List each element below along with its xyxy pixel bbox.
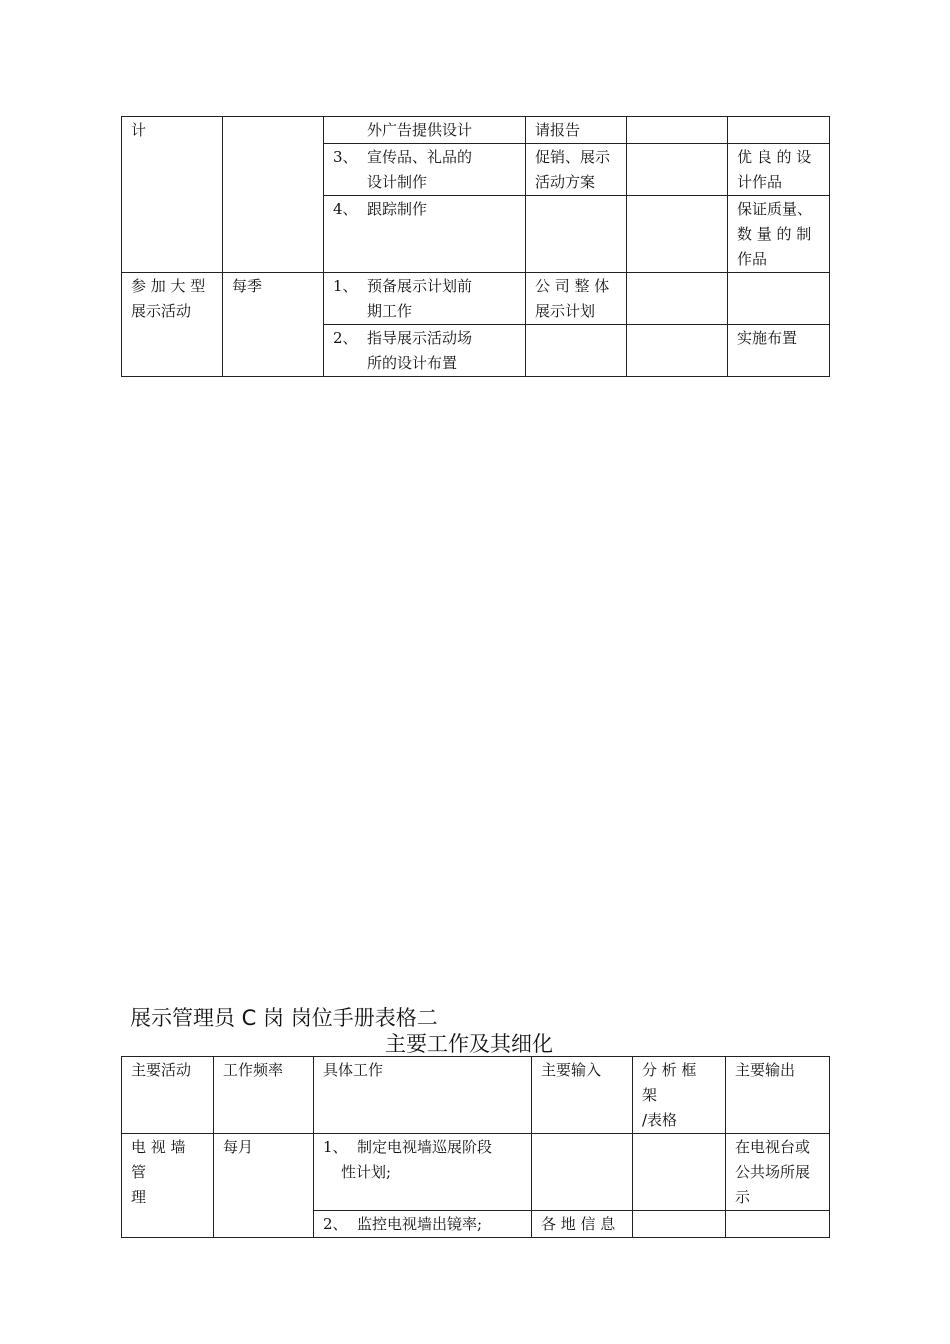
- output-text: 公共场所展: [735, 1163, 811, 1181]
- header-input: 主要输入: [532, 1057, 633, 1134]
- work-text: 宣传品、礼品的: [367, 148, 473, 166]
- table-row: [122, 1134, 830, 1211]
- table-row: [122, 273, 830, 325]
- header-output: 主要输出: [726, 1057, 830, 1134]
- work-cell: [314, 1134, 532, 1211]
- input-text: 促销、展示: [535, 148, 611, 166]
- frequency-text: 每季: [232, 277, 263, 295]
- input-cell: [526, 117, 627, 144]
- item-number: 4、: [333, 200, 358, 218]
- header-frequency: 工作频率: [214, 1057, 314, 1134]
- activity-cell: [122, 273, 223, 377]
- work-text: 期工作: [367, 302, 413, 320]
- framework-cell: [627, 117, 728, 144]
- output-text: 保证质量、: [737, 200, 813, 218]
- work-cell: [324, 325, 526, 377]
- output-cell: [728, 196, 830, 273]
- output-cell: [728, 117, 830, 144]
- activity-text: 计: [131, 121, 147, 139]
- header-framework: [633, 1057, 726, 1134]
- work-text: 设计制作: [367, 173, 428, 191]
- input-cell: [526, 196, 627, 273]
- activity-cell: [122, 1134, 214, 1238]
- output-cell: [728, 325, 830, 377]
- activity-cell: [122, 117, 223, 273]
- work-text: 性计划;: [341, 1163, 392, 1181]
- item-number: 1、: [323, 1138, 348, 1156]
- main-work-table: [121, 1056, 830, 1238]
- input-cell: [532, 1211, 633, 1238]
- frequency-cell: [214, 1134, 314, 1238]
- output-text: 在电视台或: [735, 1138, 811, 1156]
- page-subtitle: 主要工作及其细化: [385, 1032, 553, 1056]
- activity-text: 理: [131, 1188, 147, 1206]
- work-text: 制定电视墙巡展阶段: [357, 1138, 493, 1156]
- output-cell: [726, 1134, 830, 1211]
- page-title: 展示管理员 C 岗 岗位手册表格二: [130, 1006, 438, 1030]
- table-row: [122, 117, 830, 144]
- output-text: 数 量 的 制: [737, 225, 812, 243]
- header-framework-text: 分 析 框 架: [642, 1061, 697, 1104]
- output-text: 实施布置: [737, 329, 798, 347]
- work-detail-table-continued: [121, 116, 830, 377]
- input-text: 活动方案: [535, 173, 596, 191]
- work-cell: [324, 273, 526, 325]
- header-work: 具体工作: [314, 1057, 532, 1134]
- item-number: 2、: [323, 1215, 348, 1233]
- framework-cell: [633, 1211, 726, 1238]
- input-cell: [526, 325, 627, 377]
- item-number: 2、: [333, 329, 358, 347]
- frequency-cell: [223, 273, 324, 377]
- work-text: 预备展示计划前: [367, 277, 473, 295]
- work-text: 监控电视墙出镜率;: [357, 1215, 483, 1233]
- framework-cell: [627, 196, 728, 273]
- frequency-cell: [223, 117, 324, 273]
- work-cell: [324, 196, 526, 273]
- input-cell: [526, 273, 627, 325]
- output-cell: [728, 144, 830, 196]
- input-cell: [532, 1134, 633, 1211]
- work-text: 所的设计布置: [367, 354, 458, 372]
- table-header-row: [122, 1057, 830, 1134]
- output-cell: [726, 1211, 830, 1238]
- work-cell: [314, 1211, 532, 1238]
- input-text: 请报告: [535, 121, 581, 139]
- output-cell: [728, 273, 830, 325]
- work-text: 外广告提供设计: [367, 121, 473, 139]
- activity-text: 电 视 墙 管: [131, 1138, 186, 1181]
- framework-cell: [627, 273, 728, 325]
- input-text: 公 司 整 体: [535, 277, 610, 295]
- header-framework-text: /表格: [642, 1111, 678, 1129]
- activity-text: 参 加 大 型: [131, 277, 206, 295]
- input-text: 展示计划: [535, 302, 596, 320]
- work-text: 指导展示活动场: [367, 329, 473, 347]
- work-cell: [324, 117, 526, 144]
- item-number: 1、: [333, 277, 358, 295]
- input-text: 各 地 信 息: [541, 1215, 616, 1233]
- work-cell: [324, 144, 526, 196]
- output-text: 作品: [737, 250, 768, 268]
- frequency-text: 每月: [223, 1138, 254, 1156]
- input-cell: [526, 144, 627, 196]
- framework-cell: [627, 325, 728, 377]
- work-text: 跟踪制作: [367, 200, 428, 218]
- activity-text: 展示活动: [131, 302, 192, 320]
- framework-cell: [627, 144, 728, 196]
- item-number: 3、: [333, 148, 358, 166]
- output-text: 计作品: [737, 173, 783, 191]
- framework-cell: [633, 1134, 726, 1211]
- output-text: 示: [735, 1188, 751, 1206]
- output-text: 优 良 的 设: [737, 148, 812, 166]
- header-activity: 主要活动: [122, 1057, 214, 1134]
